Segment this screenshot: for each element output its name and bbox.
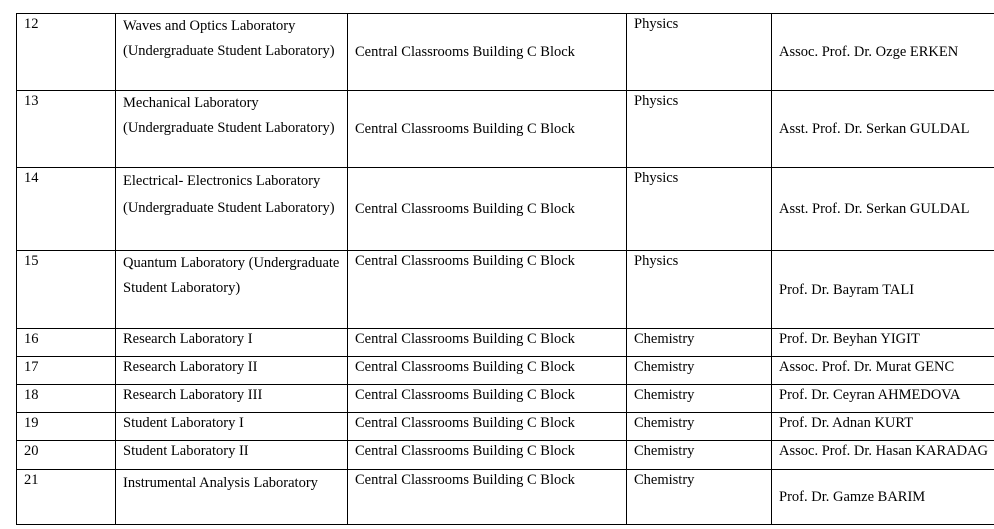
lab-name [116, 470, 348, 525]
lab-name: Research Laboratory III [116, 385, 348, 413]
lab-location: Central Classrooms Building C Block [348, 470, 627, 525]
row-number: 15 [17, 251, 116, 329]
lab-name: Research Laboratory I [116, 329, 348, 357]
lab-name [116, 91, 348, 168]
table-row [17, 168, 994, 251]
lab-location: Central Classrooms Building C Block [348, 168, 627, 251]
row-number: 13 [17, 91, 116, 168]
lab-head: Prof. Dr. Bayram TALI [772, 251, 994, 329]
table-row [17, 14, 994, 91]
table-row [17, 329, 994, 357]
lab-name: Research Laboratory II [116, 357, 348, 385]
lab-location: Central Classrooms Building C Block [348, 329, 627, 357]
lab-name [116, 251, 348, 329]
table-row [17, 385, 994, 413]
lab-head: Asst. Prof. Dr. Serkan GULDAL [772, 168, 994, 251]
lab-name [116, 168, 348, 251]
lab-department: Chemistry [627, 385, 772, 413]
lab-department: Physics [627, 14, 772, 91]
lab-head: Assoc. Prof. Dr. Ozge ERKEN [772, 14, 994, 91]
lab-department: Chemistry [627, 441, 772, 470]
lab-name: Student Laboratory II [116, 441, 348, 470]
lab-head: Prof. Dr. Ceyran AHMEDOVA [772, 385, 994, 413]
table-row [17, 251, 994, 329]
laboratory-table [16, 13, 994, 525]
lab-name [116, 14, 348, 91]
lab-department: Chemistry [627, 329, 772, 357]
row-number: 14 [17, 168, 116, 251]
row-number: 20 [17, 441, 116, 470]
row-number: 17 [17, 357, 116, 385]
lab-head: Prof. Dr. Adnan KURT [772, 413, 994, 441]
lab-location: Central Classrooms Building C Block [348, 14, 627, 91]
lab-name-text: Quantum Laboratory (Undergraduate Student Laboratory) [123, 255, 340, 296]
lab-location: Central Classrooms Building C Block [348, 385, 627, 413]
table-row [17, 357, 994, 385]
row-number: 16 [17, 329, 116, 357]
table-row [17, 441, 994, 470]
row-number: 18 [17, 385, 116, 413]
lab-name-text: Instrumental Analysis Laboratory [123, 475, 318, 491]
lab-department: Physics [627, 168, 772, 251]
lab-location: Central Classrooms Building C Block [348, 251, 627, 329]
lab-location: Central Classrooms Building C Block [348, 441, 627, 470]
row-number: 19 [17, 413, 116, 441]
row-number: 21 [17, 470, 116, 525]
lab-name-text: Waves and Optics Laboratory (Undergraduate Student Laboratory) [123, 18, 335, 59]
row-number: 12 [17, 14, 116, 91]
lab-head: Prof. Dr. Gamze BARIM [772, 470, 994, 525]
lab-department: Physics [627, 251, 772, 329]
lab-head: Prof. Dr. Beyhan YIGIT [772, 329, 994, 357]
lab-head: Assoc. Prof. Dr. Murat GENC [772, 357, 994, 385]
lab-name-text: Electrical- Electronics Laboratory (Undergraduate Student Laboratory) [123, 173, 335, 216]
lab-name: Student Laboratory I [116, 413, 348, 441]
table-row [17, 91, 994, 168]
lab-location: Central Classrooms Building C Block [348, 413, 627, 441]
lab-head: Asst. Prof. Dr. Serkan GULDAL [772, 91, 994, 168]
lab-location: Central Classrooms Building C Block [348, 357, 627, 385]
lab-department: Physics [627, 91, 772, 168]
lab-head: Assoc. Prof. Dr. Hasan KARADAG [772, 441, 994, 470]
lab-department: Chemistry [627, 470, 772, 525]
table-row [17, 413, 994, 441]
table-row [17, 470, 994, 525]
lab-name-text: Mechanical Laboratory (Undergraduate Student Laboratory) [123, 95, 335, 136]
lab-location: Central Classrooms Building C Block [348, 91, 627, 168]
lab-department: Chemistry [627, 357, 772, 385]
lab-department: Chemistry [627, 413, 772, 441]
